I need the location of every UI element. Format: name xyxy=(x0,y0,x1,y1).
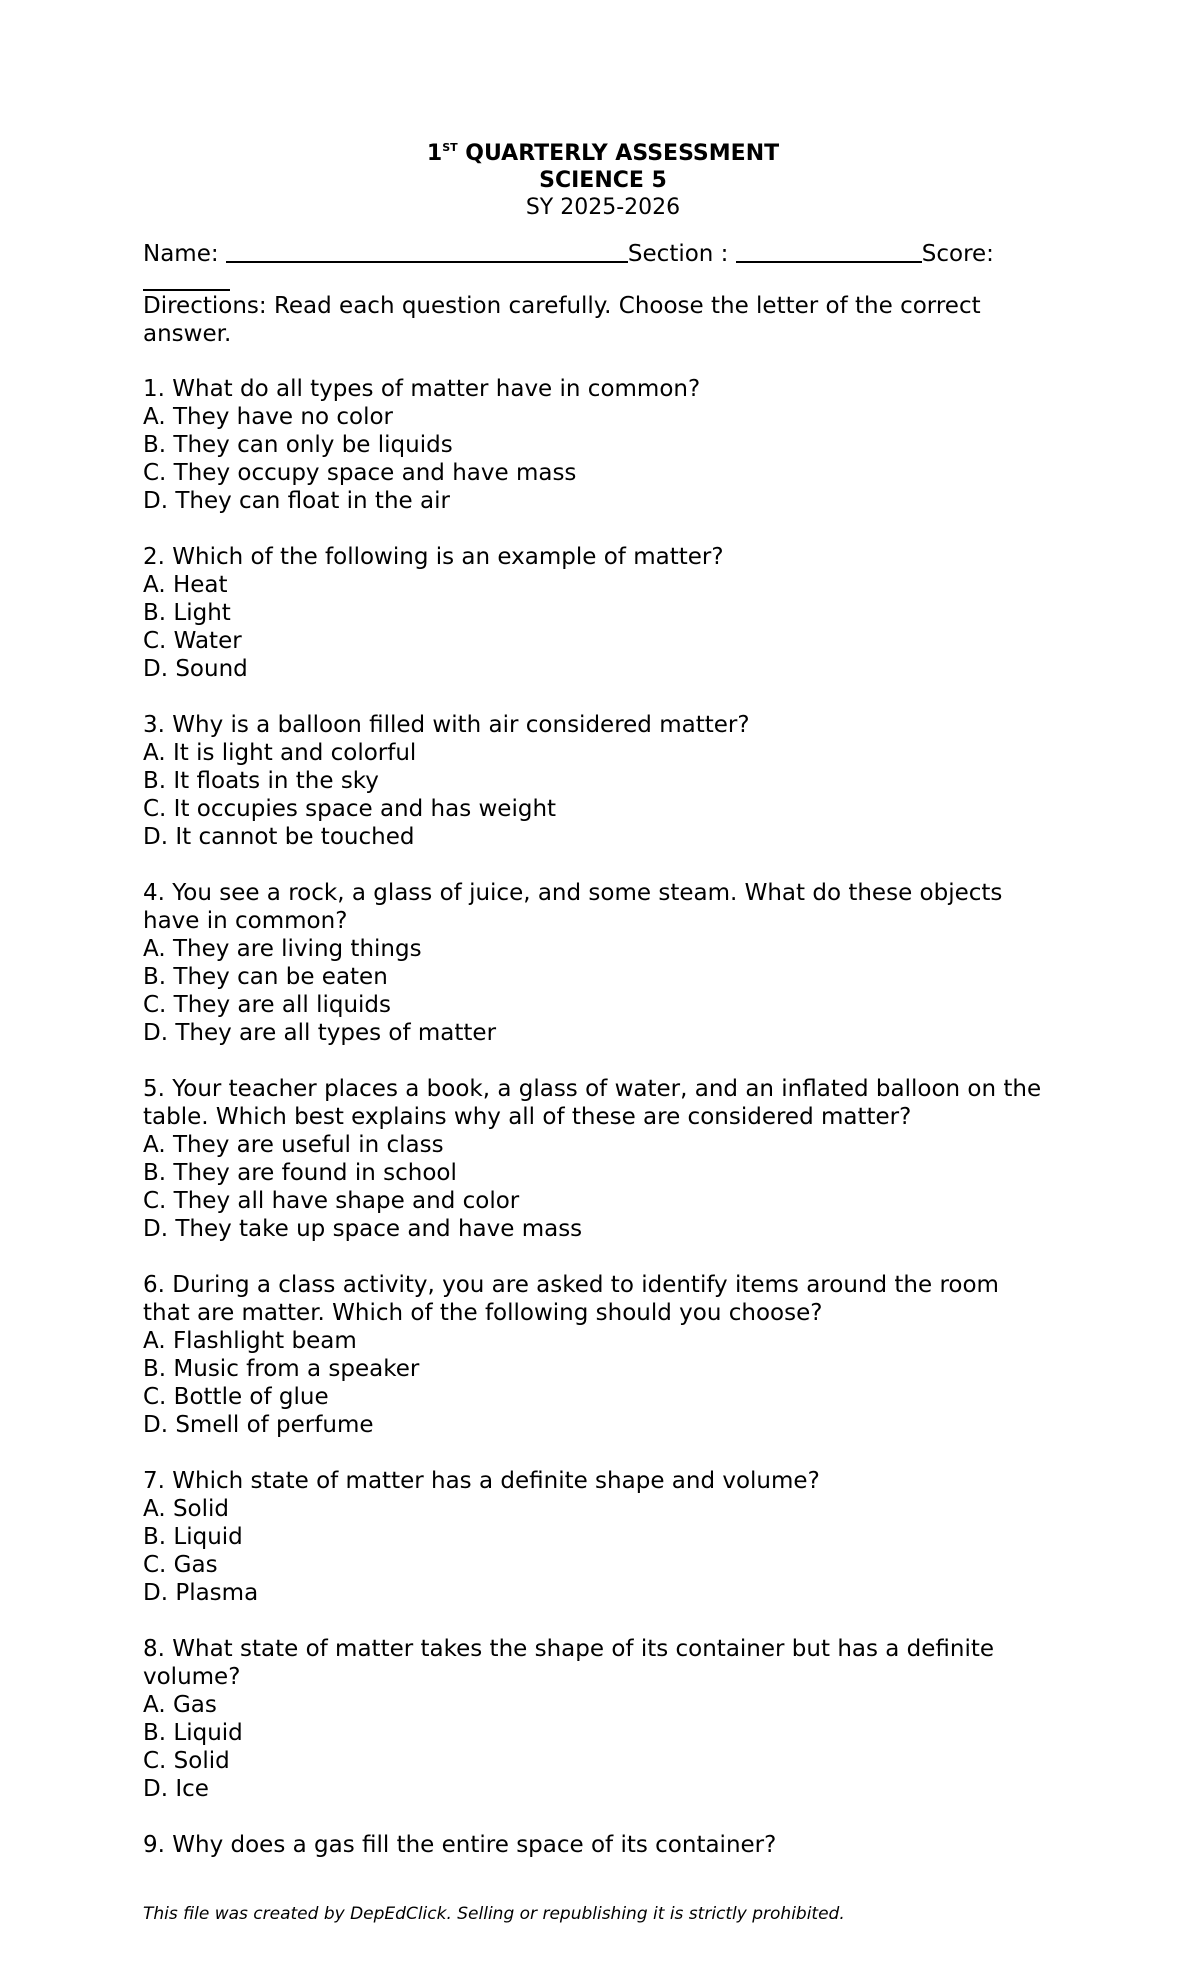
header xyxy=(143,140,1063,221)
answer-option[interactable]: B. Light xyxy=(143,600,231,626)
answer-option[interactable]: D. Plasma xyxy=(143,1580,259,1606)
answer-option[interactable]: A. Heat xyxy=(143,572,228,598)
answer-option[interactable]: D. They are all types of matter xyxy=(143,1020,497,1046)
question-item xyxy=(143,1467,1043,1607)
answer-option[interactable]: C. Solid xyxy=(143,1748,230,1774)
answer-option[interactable]: A. They are living things xyxy=(143,936,422,962)
score-blank[interactable] xyxy=(143,269,230,291)
answer-option[interactable]: D. Ice xyxy=(143,1776,209,1802)
answer-option[interactable]: B. Liquid xyxy=(143,1524,243,1550)
answer-option[interactable]: C. They occupy space and have mass xyxy=(143,460,577,486)
question-stem: 6. During a class activity, you are asked to identify items around the room that are matter. Which of the following should you choose? xyxy=(143,1272,999,1326)
answer-option[interactable]: D. Smell of perfume xyxy=(143,1412,374,1438)
question-item xyxy=(143,375,1043,515)
question-stem: 4. You see a rock, a glass of juice, and some steam. What do these objects have in common? xyxy=(143,880,1003,934)
name-blank[interactable] xyxy=(226,241,628,263)
answer-option[interactable]: C. They all have shape and color xyxy=(143,1188,520,1214)
answer-option[interactable]: D. It cannot be touched xyxy=(143,824,415,850)
question-stem: 8. What state of matter takes the shape of its container but has a definite volume? xyxy=(143,1636,995,1690)
question-stem: 2. Which of the following is an example of matter? xyxy=(143,544,724,570)
answer-option[interactable]: A. Flashlight beam xyxy=(143,1328,357,1354)
question-stem: 7. Which state of matter has a definite shape and volume? xyxy=(143,1468,820,1494)
answer-option[interactable]: B. It floats in the sky xyxy=(143,768,379,794)
answer-option[interactable]: D. Sound xyxy=(143,656,248,682)
answer-option[interactable]: D. They can float in the air xyxy=(143,488,450,514)
section-blank[interactable] xyxy=(736,241,922,263)
answer-option[interactable]: C. It occupies space and has weight xyxy=(143,796,557,822)
answer-option[interactable]: C. They are all liquids xyxy=(143,992,392,1018)
answer-option[interactable]: C. Gas xyxy=(143,1552,218,1578)
answer-option[interactable]: A. They have no color xyxy=(143,404,393,430)
answer-option[interactable]: A. Solid xyxy=(143,1496,230,1522)
section-label: Section : xyxy=(627,241,729,267)
answer-option[interactable]: B. Music from a speaker xyxy=(143,1356,420,1382)
answer-option[interactable]: D. They take up space and have mass xyxy=(143,1216,583,1242)
question-stem: 5. Your teacher places a book, a glass of water, and an inflated balloon on the table. Which best explains why all of these are considered matter? xyxy=(143,1076,1042,1130)
answer-option[interactable]: C. Water xyxy=(143,628,242,654)
answer-option[interactable]: C. Bottle of glue xyxy=(143,1384,329,1410)
question-item xyxy=(143,1075,1043,1243)
question-stem: 9. Why does a gas fill the entire space of its container? xyxy=(143,1832,777,1858)
answer-option[interactable]: B. Liquid xyxy=(143,1720,243,1746)
directions: Directions: Read each question carefully. Choose the letter of the correct answer. xyxy=(143,293,981,347)
school-year: SY 2025-2026 xyxy=(525,195,681,220)
answer-option[interactable]: A. It is light and colorful xyxy=(143,740,417,766)
ordinal-suffix: ST xyxy=(442,141,458,154)
question-item xyxy=(143,1635,1043,1803)
question-stem: 1. What do all types of matter have in common? xyxy=(143,376,701,402)
subject-title: SCIENCE 5 xyxy=(539,168,667,193)
question-item xyxy=(143,1831,1043,1859)
question-item xyxy=(143,1271,1043,1439)
answer-option[interactable]: A. Gas xyxy=(143,1692,217,1718)
name-label: Name: xyxy=(143,241,219,267)
page-title: 1ST QUARTERLY ASSESSMENT xyxy=(426,141,780,166)
score-label: Score: xyxy=(921,241,994,267)
answer-option[interactable]: B. They are found in school xyxy=(143,1160,457,1186)
answer-option[interactable]: B. They can only be liquids xyxy=(143,432,453,458)
answer-option[interactable]: B. They can be eaten xyxy=(143,964,388,990)
question-item xyxy=(143,711,1043,851)
question-item xyxy=(143,879,1043,1047)
question-item xyxy=(143,543,1043,683)
question-stem: 3. Why is a balloon filled with air considered matter? xyxy=(143,712,750,738)
student-info-line xyxy=(143,240,1063,296)
footer-note: This file was created by DepEdClick. Selling or republishing it is strictly prohibited. xyxy=(143,1904,845,1924)
answer-option[interactable]: A. They are useful in class xyxy=(143,1132,444,1158)
question-list xyxy=(143,375,1043,1887)
